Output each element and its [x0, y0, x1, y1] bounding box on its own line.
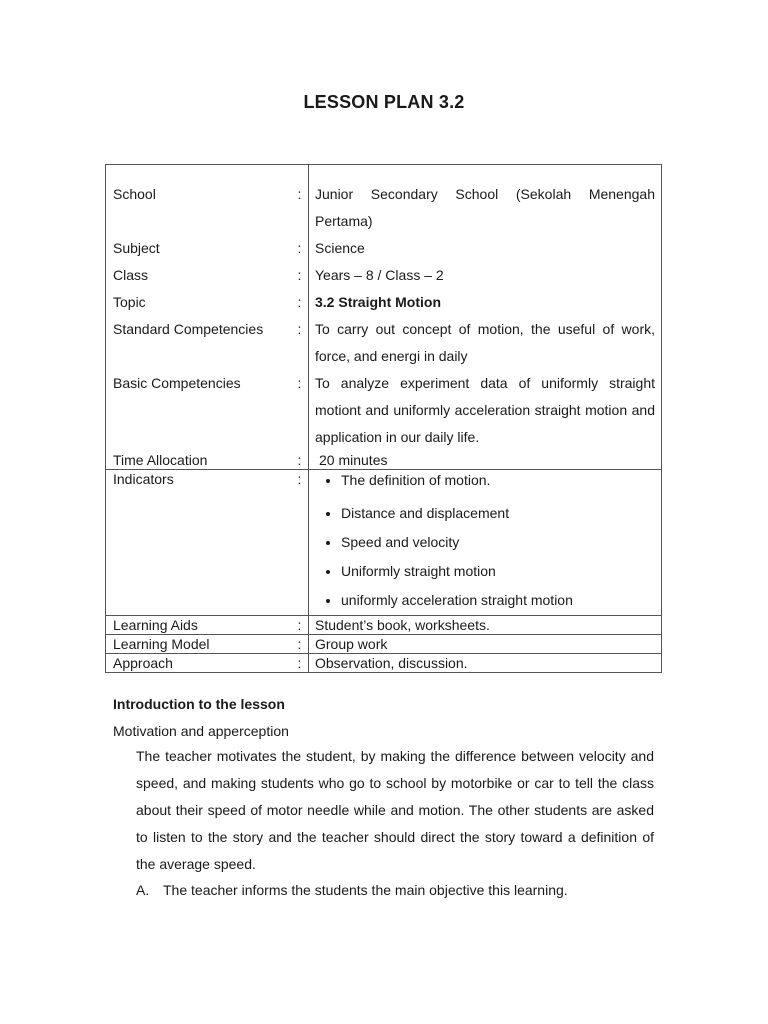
- time-allocation-label: Time Allocation: [106, 451, 292, 470]
- item-a-marker: A.: [136, 882, 150, 898]
- basic-competencies-label: Basic Competencies: [106, 370, 292, 451]
- learning-model-colon: :: [291, 635, 309, 654]
- learning-model-value: Group work: [309, 635, 662, 654]
- school-value: Junior Secondary School (Sekolah Menengah Pertama): [309, 181, 662, 235]
- row-indicators: [106, 470, 662, 616]
- indicator-item: • uniformly acceleration straight motion: [341, 586, 655, 615]
- row-school: [106, 181, 662, 235]
- lesson-info-table: [105, 164, 662, 673]
- learning-aids-colon: :: [291, 616, 309, 635]
- approach-colon: :: [291, 654, 309, 673]
- subject-value: Science: [309, 235, 662, 262]
- approach-value: Observation, discussion.: [309, 654, 662, 673]
- learning-aids-value: Student’s book, worksheets.: [309, 616, 662, 635]
- standard-competencies-label: Standard Competencies: [106, 316, 292, 370]
- learning-aids-label: Learning Aids: [106, 616, 292, 635]
- row-subject: [106, 235, 662, 262]
- indicators-label: Indicators: [106, 470, 292, 616]
- indicators-colon: :: [291, 470, 309, 616]
- row-time-allocation: [106, 451, 662, 470]
- row-learning-aids: [106, 616, 662, 635]
- page-title: LESSON PLAN 3.2: [303, 92, 465, 112]
- intro-heading: Introduction to the lesson: [113, 696, 285, 712]
- class-label: Class: [106, 262, 292, 289]
- row-learning-model: [106, 635, 662, 654]
- motivation-paragraph: The teacher motivates the student, by making the difference between velocity and speed, and making students who go to school by motorbike or car to tell the class about their speed of motor needle while and motion. The other students are asked to listen to the story and the teacher should direct the story toward a definition of the average speed.: [136, 748, 654, 872]
- approach-label: Approach: [106, 654, 292, 673]
- row-approach: [106, 654, 662, 673]
- indicator-item: • The definition of motion.: [341, 470, 655, 490]
- class-colon: :: [291, 262, 309, 289]
- motivation-subheading: Motivation and apperception: [113, 723, 289, 739]
- basic-competencies-colon: :: [291, 370, 309, 451]
- topic-label: Topic: [106, 289, 292, 316]
- indicator-item: • Uniformly straight motion: [341, 557, 655, 586]
- subject-label: Subject: [106, 235, 292, 262]
- time-allocation-colon: :: [291, 451, 309, 470]
- indicator-item: • Speed and velocity: [341, 528, 655, 557]
- time-allocation-value: 20 minutes: [319, 452, 388, 468]
- item-a-text: The teacher informs the students the main objective this learning.: [163, 882, 568, 898]
- row-standard-competencies: [106, 316, 662, 370]
- standard-competencies-value: To carry out concept of motion, the useful of work, force, and energi in daily: [309, 316, 662, 370]
- objective-item-a: [136, 878, 568, 902]
- indicator-item: • Distance and displacement: [341, 499, 655, 528]
- row-topic: [106, 289, 662, 316]
- topic-colon: :: [291, 289, 309, 316]
- learning-model-label: Learning Model: [106, 635, 292, 654]
- subject-colon: :: [291, 235, 309, 262]
- basic-competencies-value: To analyze experiment data of uniformly straight motiont and uniformly acceleration straight motion and application in our daily life.: [309, 370, 662, 451]
- topic-value: 3.2 Straight Motion: [309, 289, 662, 316]
- school-colon: :: [291, 181, 309, 235]
- standard-competencies-colon: :: [291, 316, 309, 370]
- row-class: [106, 262, 662, 289]
- class-value: Years – 8 / Class – 2: [309, 262, 662, 289]
- row-basic-competencies: [106, 370, 662, 451]
- school-label: School: [106, 181, 292, 235]
- indicators-list: [315, 470, 655, 615]
- table-spacer-row: [106, 165, 662, 182]
